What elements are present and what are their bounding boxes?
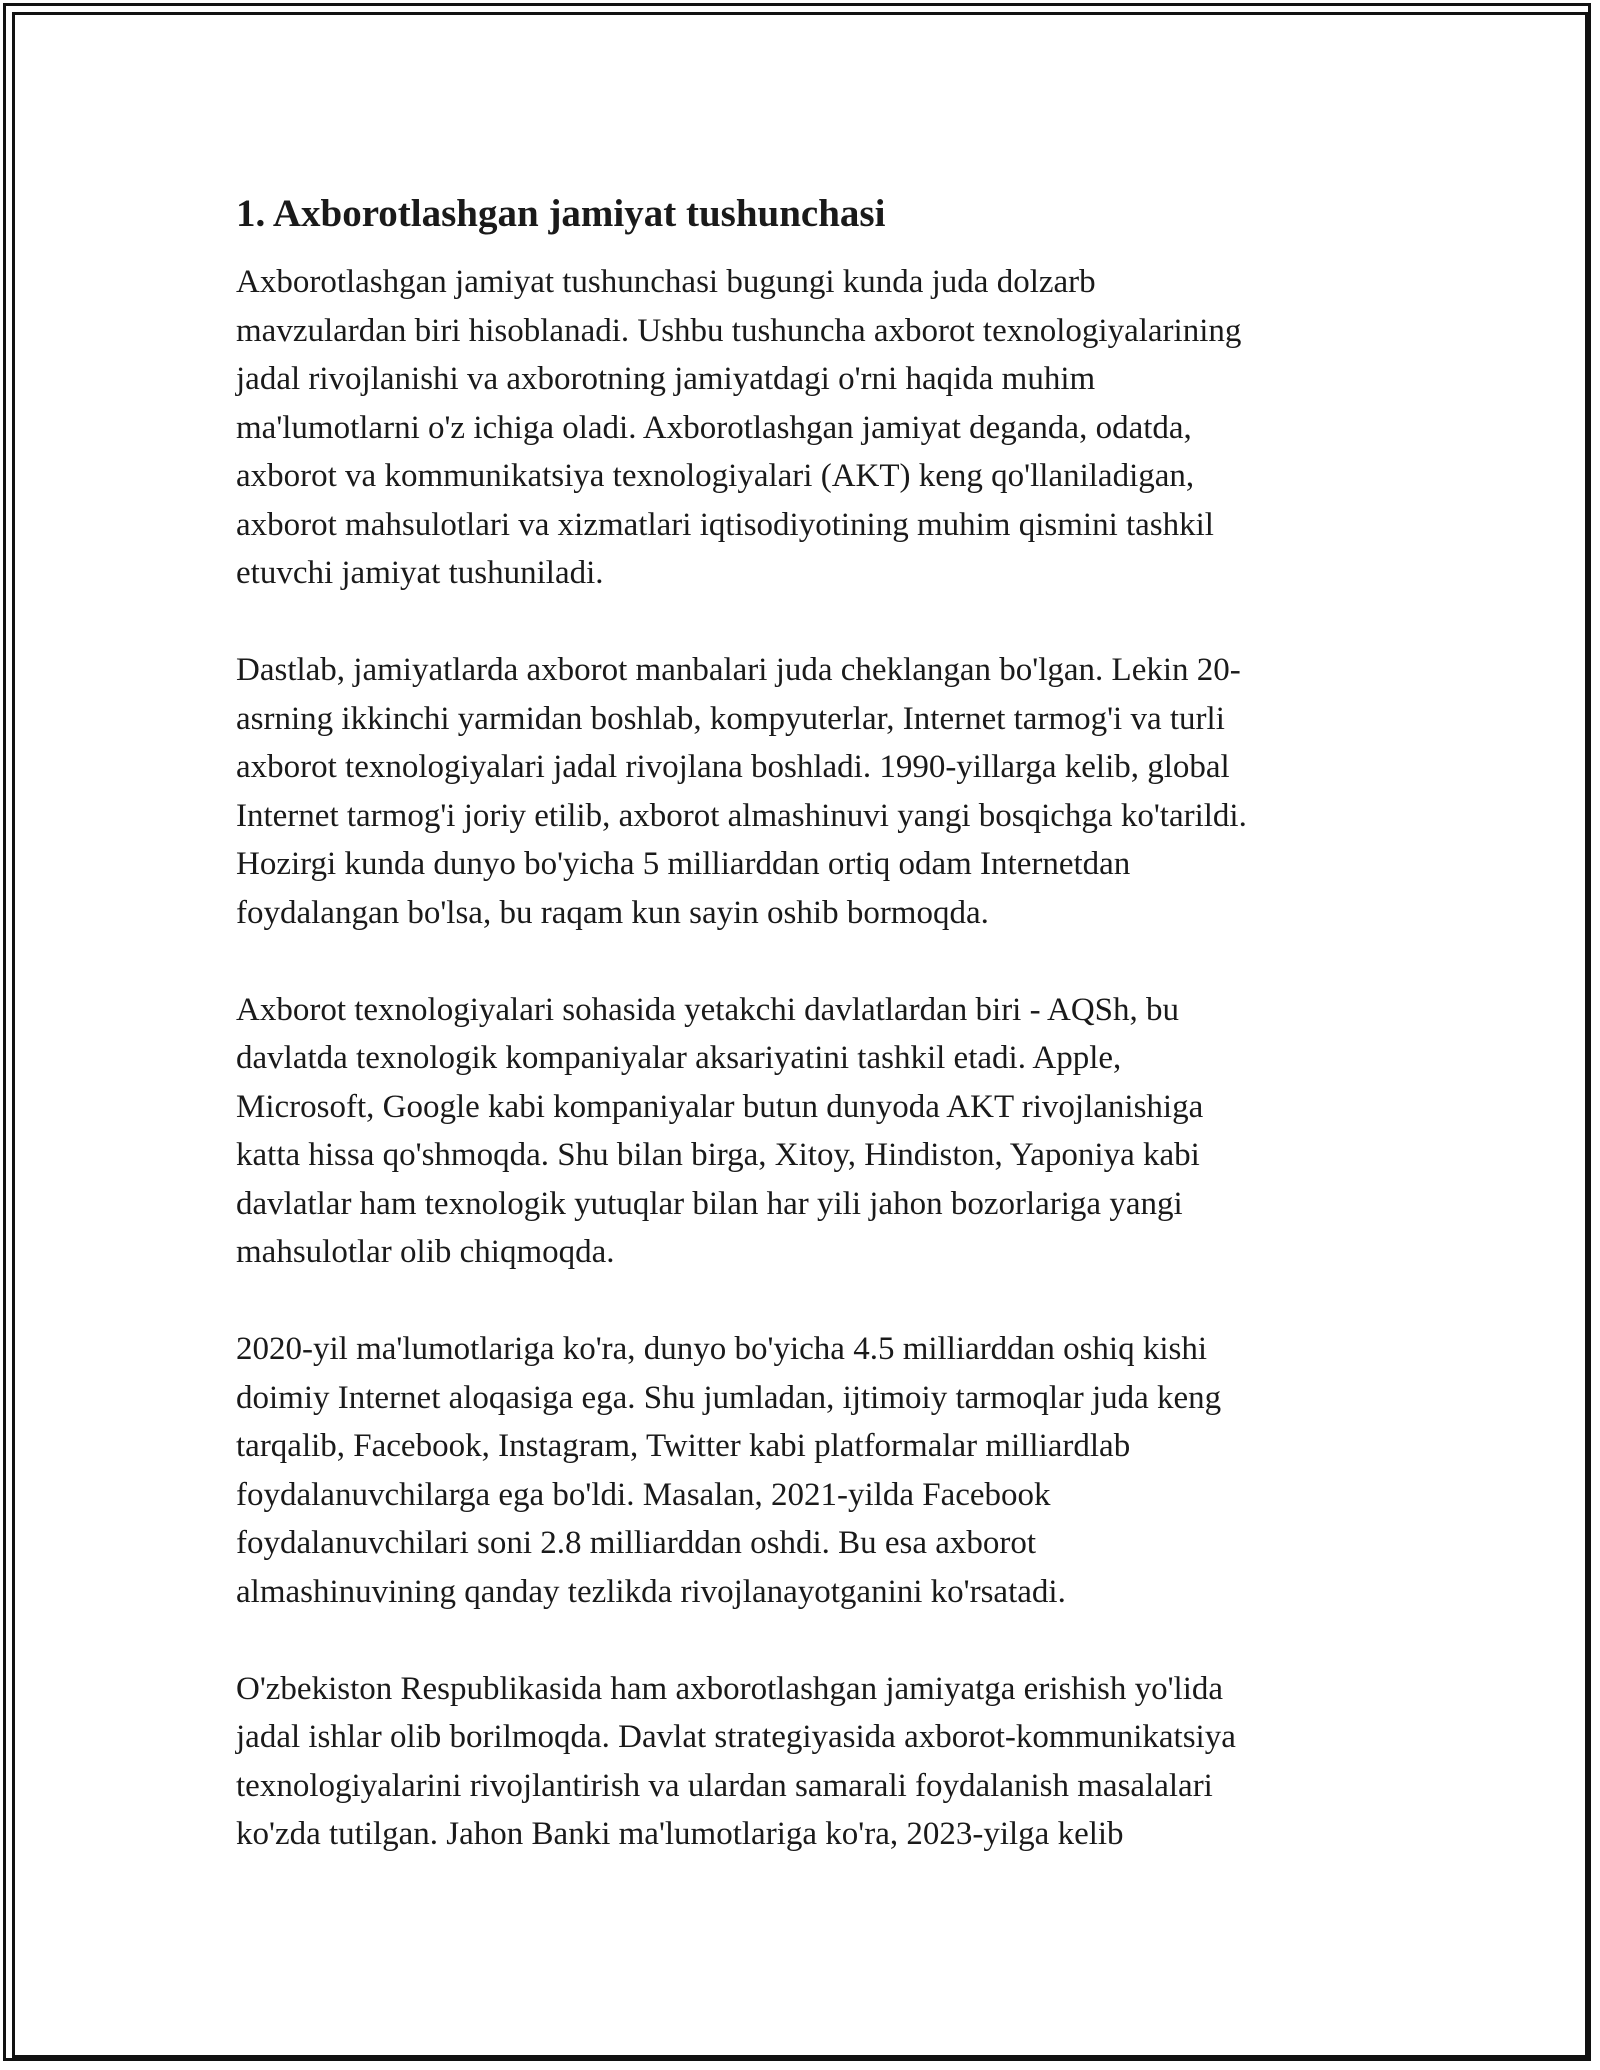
text-line: jadal rivojlanishi va axborotning jamiyatdagi o'rni haqida muhim (236, 361, 1096, 397)
text-line: jadal ishlar olib borilmoqda. Davlat strategiyasida axborot-kommunikatsiya (236, 1719, 1236, 1755)
text-line: ma'lumotlarni o'z ichiga oladi. Axborotlashgan jamiyat deganda, odatda, (236, 409, 1192, 446)
text-line: axborot texnologiyalari jadal rivojlana boshladi. 1990-yillarga kelib, global (236, 749, 1230, 785)
paragraph-4 (236, 1325, 1386, 1616)
text-line: foydalanuvchilarga ega bo'ldi. Masalan, 2021-yilda Facebook (236, 1476, 1051, 1513)
text-line: davlatda texnologik kompaniyalar aksariyatini tashkil etadi. Apple, (236, 1040, 1122, 1076)
text-line: etuvchi jamiyat tushuniladi. (236, 555, 604, 591)
text-line: texnologiyalarini rivojlantirish va ulardan samarali foydalanish masalalari (236, 1767, 1213, 1804)
paragraph-2 (236, 646, 1386, 937)
paragraph-3 (236, 986, 1386, 1277)
text-line: axborot mahsulotlari va xizmatlari iqtisodiyotining muhim qismini tashkil (236, 506, 1214, 543)
text-line: Axborot texnologiyalari sohasida yetakchi davlatlardan biri - AQSh, bu (236, 991, 1180, 1028)
text-line: 2020-yil ma'lumotlariga ko'ra, dunyo bo'yicha 4.5 milliarddan oshiq kishi (236, 1331, 1208, 1367)
text-line: Dastlab, jamiyatlarda axborot manbalari juda cheklangan bo'lgan. Lekin 20- (236, 652, 1241, 688)
text-line: almashinuvining qanday tezlikda rivojlanayotganini ko'rsatadi. (236, 1573, 1066, 1610)
text-line: Internet tarmog'i joriy etilib, axborot almashinuvi yangi bosqichga ko'tarildi. (236, 797, 1247, 834)
text-line: Axborotlashgan jamiyat tushunchasi bugungi kunda juda dolzarb (236, 264, 1096, 300)
document-body (236, 186, 1386, 1907)
text-line: Microsoft, Google kabi kompaniyalar butun dunyoda AKT rivojlanishiga (236, 1088, 1204, 1125)
paragraph-5 (236, 1665, 1386, 1859)
text-line: Hozirgi kunda dunyo bo'yicha 5 milliarddan ortiq odam Internetdan (236, 846, 1131, 882)
text-line: mavzulardan biri hisoblanadi. Ushbu tushuncha axborot texnologiyalarining (236, 312, 1242, 349)
text-line: davlatlar ham texnologik yutuqlar bilan har yili jahon bozorlariga yangi (236, 1185, 1183, 1222)
text-line: foydalangan bo'lsa, bu raqam kun sayin oshib bormoqda. (236, 894, 989, 931)
section-heading: 1. Axborotlashgan jamiyat tushunchasi (236, 192, 886, 235)
text-line: O'zbekiston Respublikasida ham axborotlashgan jamiyatga erishish yo'lida (236, 1670, 1224, 1707)
text-line: tarqalib, Facebook, Instagram, Twitter kabi platformalar milliardlab (236, 1428, 1131, 1464)
text-line: doimiy Internet aloqasiga ega. Shu jumladan, ijtimoiy tarmoqlar juda keng (236, 1379, 1222, 1416)
paragraph-1 (236, 258, 1386, 598)
text-line: katta hissa qo'shmoqda. Shu bilan birga, Xitoy, Hindiston, Yaponiya kabi (236, 1137, 1200, 1173)
text-line: asrning ikkinchi yarmidan boshlab, kompyuterlar, Internet tarmog'i va turli (236, 700, 1225, 737)
text-line: foydalanuvchilari soni 2.8 milliarddan oshdi. Bu esa axborot (236, 1525, 1037, 1561)
text-line: axborot va kommunikatsiya texnologiyalari (AKT) keng qo'llaniladigan, (236, 458, 1195, 494)
text-line: ko'zda tutilgan. Jahon Banki ma'lumotlariga ko'ra, 2023-yilga kelib (236, 1816, 1124, 1852)
text-line: mahsulotlar olib chiqmoqda. (236, 1234, 615, 1270)
